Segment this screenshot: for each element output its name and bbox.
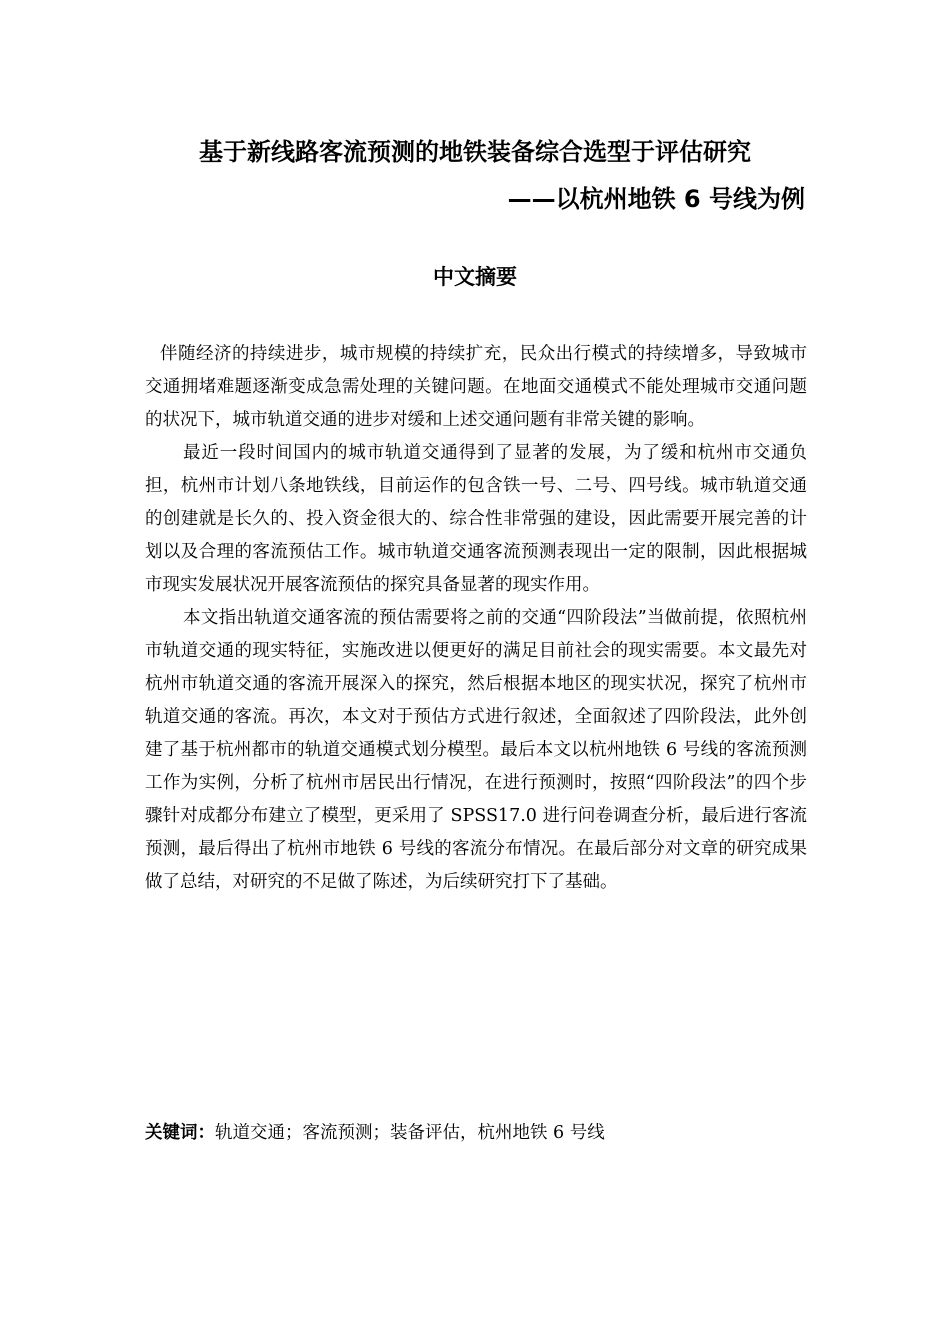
abstract-body: [145, 338, 807, 899]
keywords-label: 关键词：: [145, 1123, 215, 1143]
abstract-paragraph-1: 伴随经济的持续进步，城市规模的持续扩充，民众出行模式的持续增多，导致城市交通拥堵难题逐渐变成急需处理的关键问题。在地面交通模式不能处理城市交通问题的状况下，城市轨道交通的进步对缓和上述交通问题有非常关键的影响。: [145, 344, 807, 430]
document-subtitle: ——以杭州地铁 6 号线为例: [507, 185, 805, 213]
abstract-paragraph-2: 最近一段时间国内的城市轨道交通得到了显著的发展，为了缓和杭州市交通负担，杭州市计划八条地铁线，目前运作的包含铁一号、二号、四号线。城市轨道交通的创建就是长久的、投入资金很大的、综合性非常强的建设，因此需要开展完善的计划以及合理的客流预估工作。城市轨道交通客流预测表现出一定的限制，因此根据城市现实发展状况开展客流预估的探究具备显著的现实作用。: [145, 443, 807, 595]
abstract-heading: 中文摘要: [433, 265, 517, 289]
abstract-paragraph-3: 本文指出轨道交通客流的预估需要将之前的交通“四阶段法”当做前提，依照杭州市轨道交通的现实特征，实施改进以便更好的满足目前社会的现实需要。本文最先对杭州市轨道交通的客流开展深入的探究，然后根据本地区的现实状况，探究了杭州市轨道交通的客流。再次，本文对于预估方式进行叙述，全面叙述了四阶段法，此外创建了基于杭州都市的轨道交通模式划分模型。最后本文以杭州地铁 6 号线的客流预测工作为实例，分析了杭州市居民出行情况，在进行预测时，按照“四阶段法”的四个步骤针对成都分布建立了模型，更采用了 SPSS17.0 进行问卷调查分析，最后进行客流预测，最后得出了杭州市地铁 6 号线的客流分布情况。在最后部分对文章的研究成果做了总结，对研究的不足做了陈述，为后续研究打下了基础。: [145, 608, 807, 892]
keywords-line: [145, 1117, 807, 1150]
document-title: 基于新线路客流预测的地铁装备综合选型于评估研究: [199, 138, 751, 166]
keywords-text: 轨道交通；客流预测；装备评估，杭州地铁 6 号线: [215, 1123, 605, 1143]
